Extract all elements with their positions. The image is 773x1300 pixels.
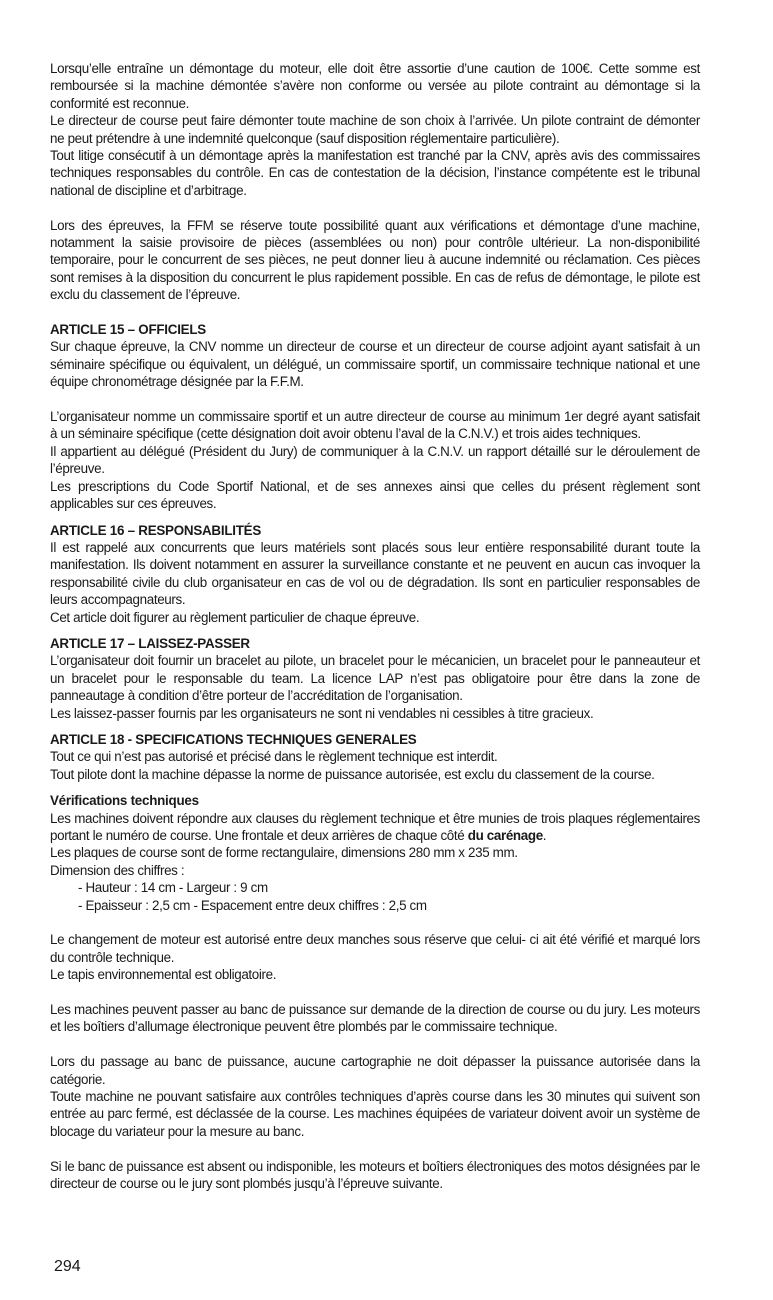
article-18-dimensions-plaques: Les plaques de course sont de forme rectangulaire, dimensions 280 mm x 235 mm.: [50, 845, 518, 861]
plaques-end: .: [542, 828, 547, 844]
paragraph-litige: Tout litige consécutif à un démontage après la manifestation est tranché par la CNV, après avis des commissaires techniques responsables du contrôle. En cas de contestation de la décision, l’instance compétente est le tribunal national de discipline et d’arbitrage.: [50, 148, 700, 198]
article-18-paragraph-2: Tout pilote dont la machine dépasse la norme de puissance autorisée, est exclu du classement de la course.: [50, 766, 655, 782]
article-18-heading: ARTICLE 18 - SPECIFICATIONS TECHNIQUES GENERALES: [50, 731, 417, 747]
article-18-dimension-chiffres: Dimension des chiffres :: [50, 862, 185, 878]
article-18-plaques-paragraph: [50, 810, 700, 845]
article-15-paragraph-1: Sur chaque épreuve, la CNV nomme un directeur de course et un directeur de course adjoint ayant satisfait à un séminaire spécifique ou équivalent, un délégué, un commissaire sportif, un commissaire technique national et une équipe chronométrage désignée par la F.F.M.: [50, 339, 700, 390]
article-18-banc-puissance: Les machines peuvent passer au banc de puissance sur demande de la direction de course ou du jury. Les moteurs et les boîtiers d’allumage électronique peuvent être plombés par le commissaire technique.: [50, 1002, 700, 1035]
dimension-item-hauteur: - Hauteur : 14 cm - Largeur : 9 cm: [78, 880, 268, 896]
verifications-subheading: Vérifications techniques: [50, 793, 199, 809]
carenage-bold: du carénage: [467, 828, 543, 844]
article-18-paragraph-1: Tout ce qui n’est pas autorisé et précisé dans le règlement technique est interdit.: [50, 749, 498, 765]
plaques-text: Les machines doivent répondre aux clauses du règlement technique et être munies de trois plaques réglementaires portant le numéro de course. Une frontale et deux arrières de chaque côté: [50, 810, 700, 844]
article-18-banc-absent: Si le banc de puissance est absent ou indisponible, les moteurs et boîtiers électroniques des motos désignées par le directeur de course ou le jury sont plombés jusqu’à l’épreuve suivante.: [50, 1158, 700, 1192]
dimension-item-epaisseur: - Epaisseur : 2,5 cm - Espacement entre deux chiffres : 2,5 cm: [78, 897, 427, 913]
document-body: [50, 60, 700, 1192]
article-15-paragraph-2: L’organisateur nomme un commissaire sportif et un autre directeur de course au minimum 1er degré ayant satisfait à un séminaire spécifique (cette désignation doit avoir obtenu l’aval de la C.N.V.) et trois aides techniques.: [50, 409, 700, 442]
article-17-heading: ARTICLE 17 – LAISSEZ-PASSER: [50, 635, 250, 651]
article-17-paragraph-2: Les laissez-passer fournis par les organisateurs ne sont ni vendables ni cessibles à titre gracieux.: [50, 705, 594, 721]
paragraph-verifications-ffm: Lors des épreuves, la FFM se réserve toute possibilité quant aux vérifications et démontage d’une machine, notamment la saisie provisoire de pièces (assemblées ou non) pour contrôle ultérieur. La non-disponibilité temporaire, pour le concurrent de ses pièces, ne peut donner lieu à aucune indemnité ou réclamation. Ces pièces sont remises à la disposition du concurrent le plus rapidement possible. En cas de refus de démontage, le pilote est exclu du classement de l’épreuve.: [50, 217, 700, 303]
article-18-cartographie: Lors du passage au banc de puissance, aucune cartographie ne doit dépasser la puissance autorisée dans la catégorie.: [50, 1054, 700, 1087]
article-15-paragraph-3: Il appartient au délégué (Président du Jury) de communiquer à la C.N.V. un rapport détaillé sur le déroulement de l’épreuve.: [50, 443, 700, 477]
article-16-paragraph-2: Cet article doit figurer au règlement particulier de chaque épreuve.: [50, 609, 420, 625]
article-18-changement-moteur: Le changement de moteur est autorisé entre deux manches sous réserve que celui- ci ait été vérifié et marqué lors du contrôle technique.: [50, 932, 700, 965]
article-15-heading: ARTICLE 15 – OFFICIELS: [50, 322, 206, 338]
article-18-controles: Toute machine ne pouvant satisfaire aux contrôles techniques d’après course dans les 30 minutes qui suivent son entrée au parc fermé, est déclassée de la course. Les machines équipées de variateur doivent avoir un système de blocage du variateur pour la mesure au banc.: [50, 1089, 700, 1139]
article-16-paragraph-1: Il est rappelé aux concurrents que leurs matériels sont placés sous leur entière responsabilité durant toute la manifestation. Ils doivent notamment en assurer la surveillance constante et ne peuvent en aucun cas invoquer la responsabilité civile du club organisateur en cas de vol ou de dégradation. Ils sont en particulier responsables de leurs accompagnateurs.: [50, 539, 700, 608]
paragraph-demontage: Le directeur de course peut faire démonter toute machine de son choix à l’arrivée. Un pilote contraint de démonter ne peut prétendre à une indemnité quelconque (sauf disposition réglementaire particulière).: [50, 113, 700, 146]
article-15-paragraph-4: Les prescriptions du Code Sportif National, et de ses annexes ainsi que celles du présent règlement sont applicables sur ces épreuves.: [50, 478, 700, 512]
article-17-paragraph-1: L’organisateur doit fournir un bracelet au pilote, un bracelet pour le mécanicien, un bracelet pour le panneauteur et un bracelet pour le responsable du team. La licence LAP n’est pas obligatoire pour être dans la zone de panneautage à condition d’être porteur de l’accréditation de l’organisation.: [50, 653, 700, 704]
article-18-tapis: Le tapis environnemental est obligatoire.: [50, 967, 277, 983]
article-16-heading: ARTICLE 16 – RESPONSABILITÉS: [50, 522, 262, 538]
page-number: 294: [54, 1258, 81, 1275]
paragraph-caution: Lorsqu’elle entraîne un démontage du moteur, elle doit être assortie d’une caution de 100€. Cette somme est remboursée si la machine démontée s’avère non conforme ou versée au pilote contraint au démontage si la conformité est reconnue.: [50, 61, 700, 111]
